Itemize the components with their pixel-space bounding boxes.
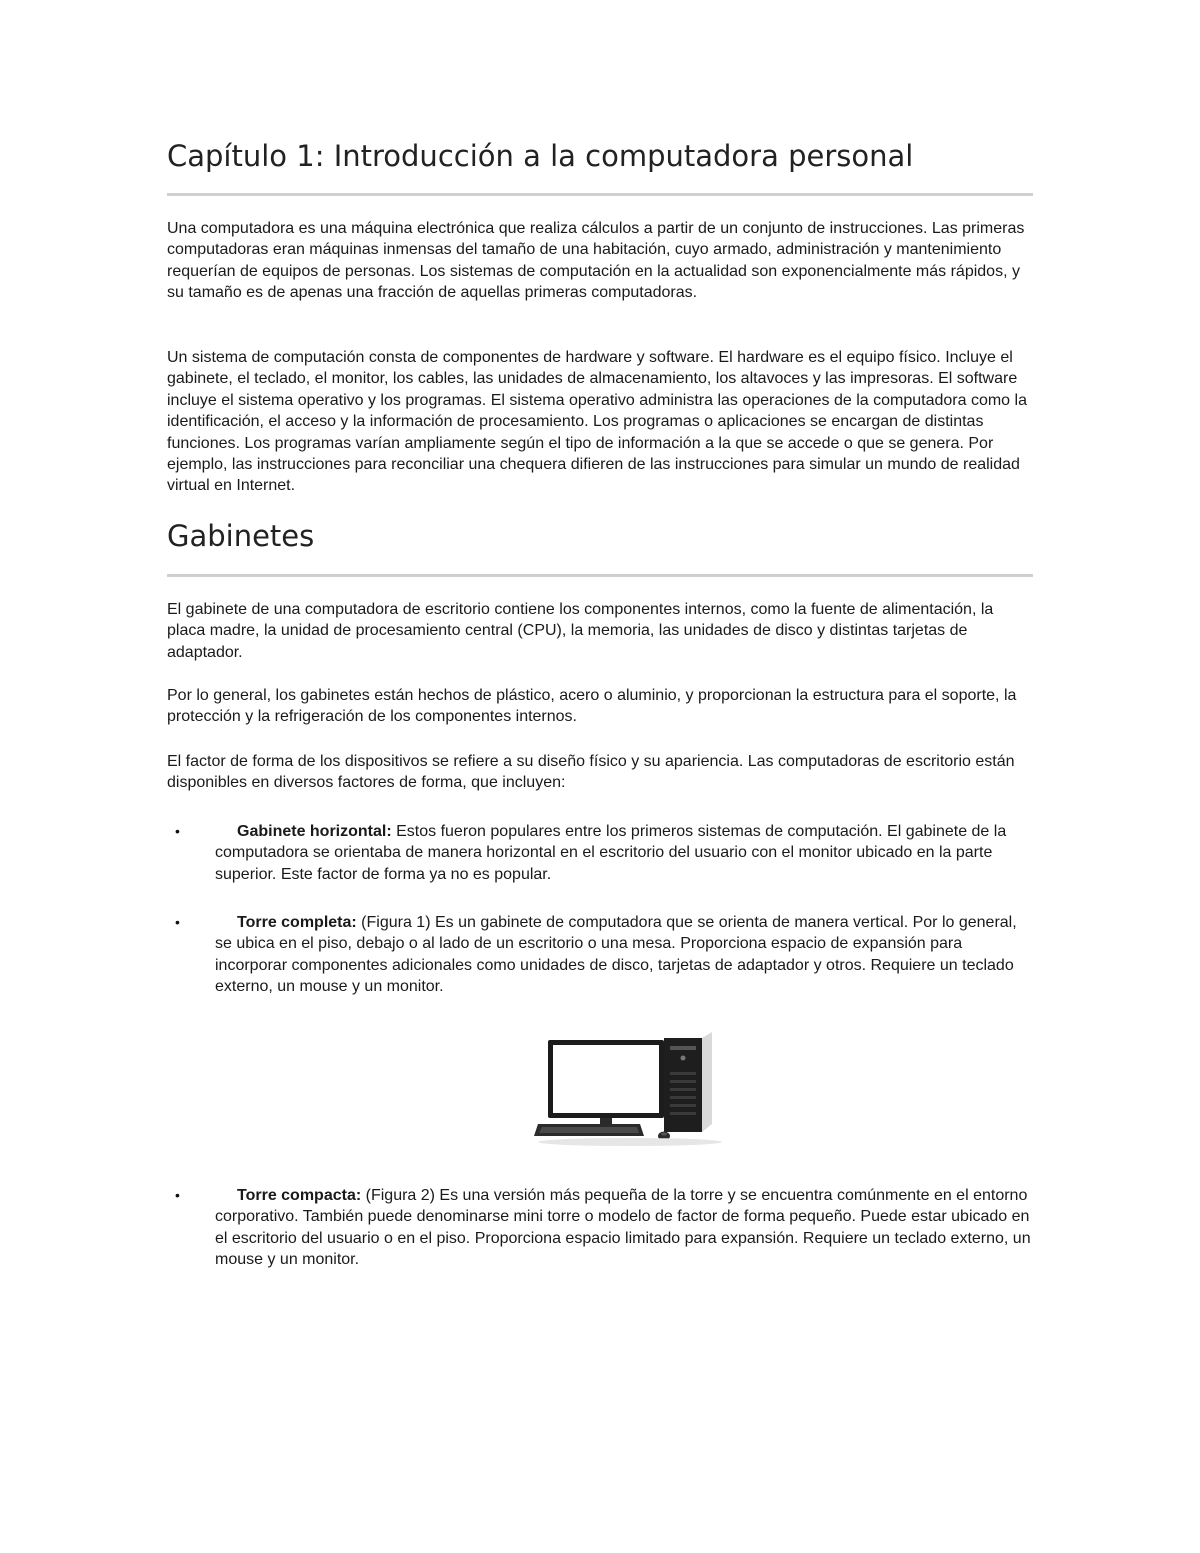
tower-case-icon [664, 1032, 712, 1132]
list-item-text: (Figura 2) Es una versión más pequeña de la torre y se encuentra comúnmente en el entorno corporativo. También puede denominarse mini torre o modelo de factor de forma pequeño. Puede estar ubicado en el escritorio del usuario o en el piso. Proporciona espacio limitado para expansión. Requiere un teclado externo, un mouse y un monitor. [215, 1187, 1031, 1269]
bullet-marker: • [175, 914, 180, 930]
list-item [215, 1185, 1037, 1271]
list-item-term: Torre compacta: [237, 1187, 362, 1204]
list-item-term: Torre completa: [237, 914, 357, 931]
section-paragraph-2: Por lo general, los gabinetes están hechos de plástico, acero o aluminio, y proporcionan la estructura para el soporte, la protección y la refrigeración de los componentes internos. [167, 687, 1017, 726]
intro-paragraph-2: Un sistema de computación consta de componentes de hardware y software. El hardware es el equipo físico. Incluye el gabinete, el teclado, el monitor, los cables, las unidades de almacenamiento, los altavoces y las impresoras. El software incluye el sistema operativo y los programas. El sistema operativo administra las operaciones de la computadora como la identificación, el acceso y la información de procesamiento. Los programas o aplicaciones se encargan de distintas funciones. Los programas varían ampliamente según el tipo de información a la que se accede o que se genera. Por ejemplo, las instrucciones para reconciliar una chequera difieren de las instrucciones para simular un mundo de realidad virtual en Internet. [167, 349, 1027, 495]
list-item-text: (Figura 1) Es un gabinete de computadora que se orienta de manera vertical. Por lo general, se ubica en el piso, debajo o al lado de un escritorio o una mesa. Proporciona espacio de expansión para incorporar componentes adicionales como unidades de disco, tarjetas de adaptador y otros. Requiere un teclado externo, un mouse y un monitor. [215, 914, 1017, 996]
section-paragraph-1: El gabinete de una computadora de escritorio contiene los componentes internos, como la fuente de alimentación, la placa madre, la unidad de procesamiento central (CPU), la memoria, las unidades de disco y distintas tarjetas de adaptador. [167, 601, 994, 661]
monitor-icon [548, 1040, 664, 1134]
list-item-term: Gabinete horizontal: [237, 823, 392, 840]
section-heading: Gabinetes [167, 519, 315, 553]
list-item [215, 821, 1037, 885]
bullet-marker: • [175, 1187, 180, 1203]
section-divider [167, 574, 1033, 577]
chapter-title: Capítulo 1: Introducción a la computadora personal [167, 139, 914, 173]
desktop-computer-figure [530, 1028, 730, 1150]
bullet-marker: • [175, 823, 180, 839]
list-item [215, 912, 1037, 998]
figure-shadow [538, 1138, 722, 1146]
list-item-text: Estos fueron populares entre los primeros sistemas de computación. El gabinete de la computadora se orientaba de manera horizontal en el escritorio del usuario con el monitor ubicado en la parte superior. Este factor de forma ya no es popular. [215, 823, 1007, 883]
title-divider [167, 193, 1033, 196]
section-paragraph-3: El factor de forma de los dispositivos se refiere a su diseño físico y su apariencia. Las computadoras de escritorio están disponibles en diversos factores de forma, que incluyen: [167, 753, 1015, 792]
intro-paragraph-1: Una computadora es una máquina electrónica que realiza cálculos a partir de un conjunto de instrucciones. Las primeras computadoras eran máquinas inmensas del tamaño de una habitación, cuyo armado, administración y mantenimiento requerían de equipos de personas. Los sistemas de computación en la actualidad son exponencialmente más rápidos, y su tamaño es de apenas una fracción de aquellas primeras computadoras. [167, 220, 1025, 302]
keyboard-icon [534, 1124, 644, 1136]
